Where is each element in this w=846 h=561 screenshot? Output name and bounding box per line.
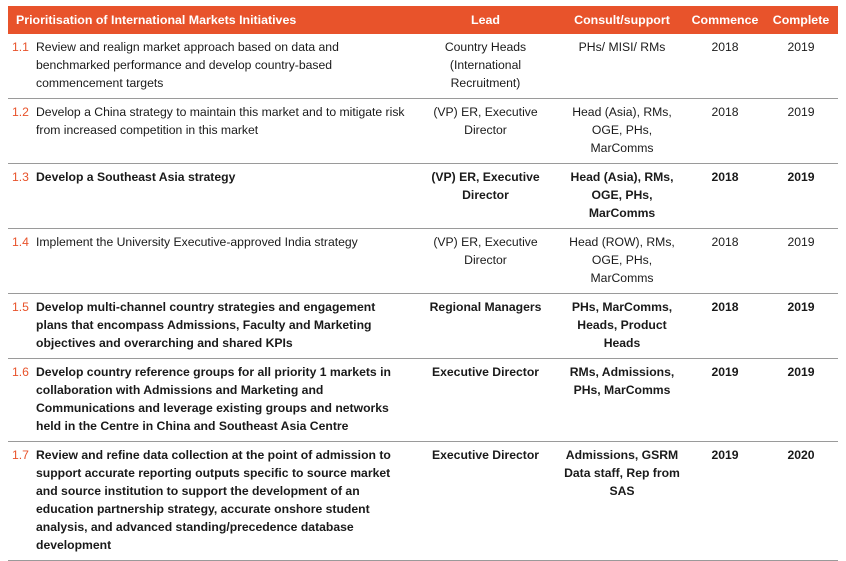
complete-cell: 2019 (764, 164, 838, 229)
lead-cell: (VP) ER, Executive Director (413, 99, 558, 164)
complete-cell: 2019 (764, 229, 838, 294)
task-cell (8, 359, 413, 442)
consult-cell: Head (ROW), RMs, OGE, PHs, MarComms (558, 229, 686, 294)
complete-cell: 2019 (764, 294, 838, 359)
consult-cell: PHs/ MISI/ RMs (558, 34, 686, 99)
table-row (8, 164, 838, 229)
task-text: Develop a China strategy to maintain this market and to mitigate risk from increased competition in this market (36, 105, 405, 137)
lead-cell: Executive Director (413, 442, 558, 561)
commence-cell: 2018 (686, 99, 764, 164)
task-cell (8, 229, 413, 294)
row-number: 1.6 (12, 365, 29, 379)
header-lead: Lead (413, 6, 558, 34)
task-text: Develop multi-channel country strategies and engagement plans that encompass Admissions, Faculty and Marketing objectives and overarching and shared KPIs (36, 300, 376, 350)
complete-cell: 2019 (764, 359, 838, 442)
header-commence: Commence (686, 6, 764, 34)
header-complete: Complete (764, 6, 838, 34)
task-cell (8, 34, 413, 99)
table-row (8, 442, 838, 561)
lead-cell: Regional Managers (413, 294, 558, 359)
commence-cell: 2018 (686, 34, 764, 99)
task-text: Develop country reference groups for all priority 1 markets in collaboration with Admissions and Marketing and Communications and leverage existing groups and networks held in the Centre in China and Southeast Asia Centre (36, 365, 391, 433)
consult-cell: Admissions, GSRM Data staff, Rep from SAS (558, 442, 686, 561)
complete-cell: 2019 (764, 99, 838, 164)
row-number: 1.3 (12, 170, 29, 184)
header-row (8, 6, 838, 34)
task-cell (8, 294, 413, 359)
task-text: Implement the University Executive-approved India strategy (36, 235, 358, 249)
row-number: 1.4 (12, 235, 29, 249)
commence-cell: 2019 (686, 442, 764, 561)
table-row (8, 359, 838, 442)
header-task: Prioritisation of International Markets Initiatives (8, 6, 413, 34)
consult-cell: Head (Asia), RMs, OGE, PHs, MarComms (558, 164, 686, 229)
lead-cell: Country Heads (International Recruitment) (413, 34, 558, 99)
complete-cell: 2020 (764, 442, 838, 561)
table-row (8, 34, 838, 99)
consult-cell: Head (Asia), RMs, OGE, PHs, MarComms (558, 99, 686, 164)
table-row (8, 294, 838, 359)
row-number: 1.5 (12, 300, 29, 314)
lead-cell: Executive Director (413, 359, 558, 442)
task-text: Develop a Southeast Asia strategy (36, 170, 236, 184)
table-row (8, 99, 838, 164)
row-number: 1.2 (12, 105, 29, 119)
table-row (8, 229, 838, 294)
task-cell (8, 99, 413, 164)
task-text: Review and refine data collection at the point of admission to support accurate reporting outputs specific to source market and source institution to support the development of an education partnership strategy, accurate onshore student analysis, and advanced standing/precedence database development (36, 448, 391, 552)
commence-cell: 2018 (686, 229, 764, 294)
row-number: 1.7 (12, 448, 29, 462)
consult-cell: RMs, Admissions, PHs, MarComms (558, 359, 686, 442)
task-cell (8, 164, 413, 229)
initiatives-table-container (8, 6, 838, 561)
consult-cell: PHs, MarComms, Heads, Product Heads (558, 294, 686, 359)
lead-cell: (VP) ER, Executive Director (413, 164, 558, 229)
task-text: Review and realign market approach based on data and benchmarked performance and develop country-based commencement targets (36, 40, 339, 90)
commence-cell: 2019 (686, 359, 764, 442)
commence-cell: 2018 (686, 294, 764, 359)
lead-cell: (VP) ER, Executive Director (413, 229, 558, 294)
initiatives-table (8, 6, 838, 561)
row-number: 1.1 (12, 40, 29, 54)
task-cell (8, 442, 413, 561)
header-consult: Consult/support (558, 6, 686, 34)
commence-cell: 2018 (686, 164, 764, 229)
complete-cell: 2019 (764, 34, 838, 99)
